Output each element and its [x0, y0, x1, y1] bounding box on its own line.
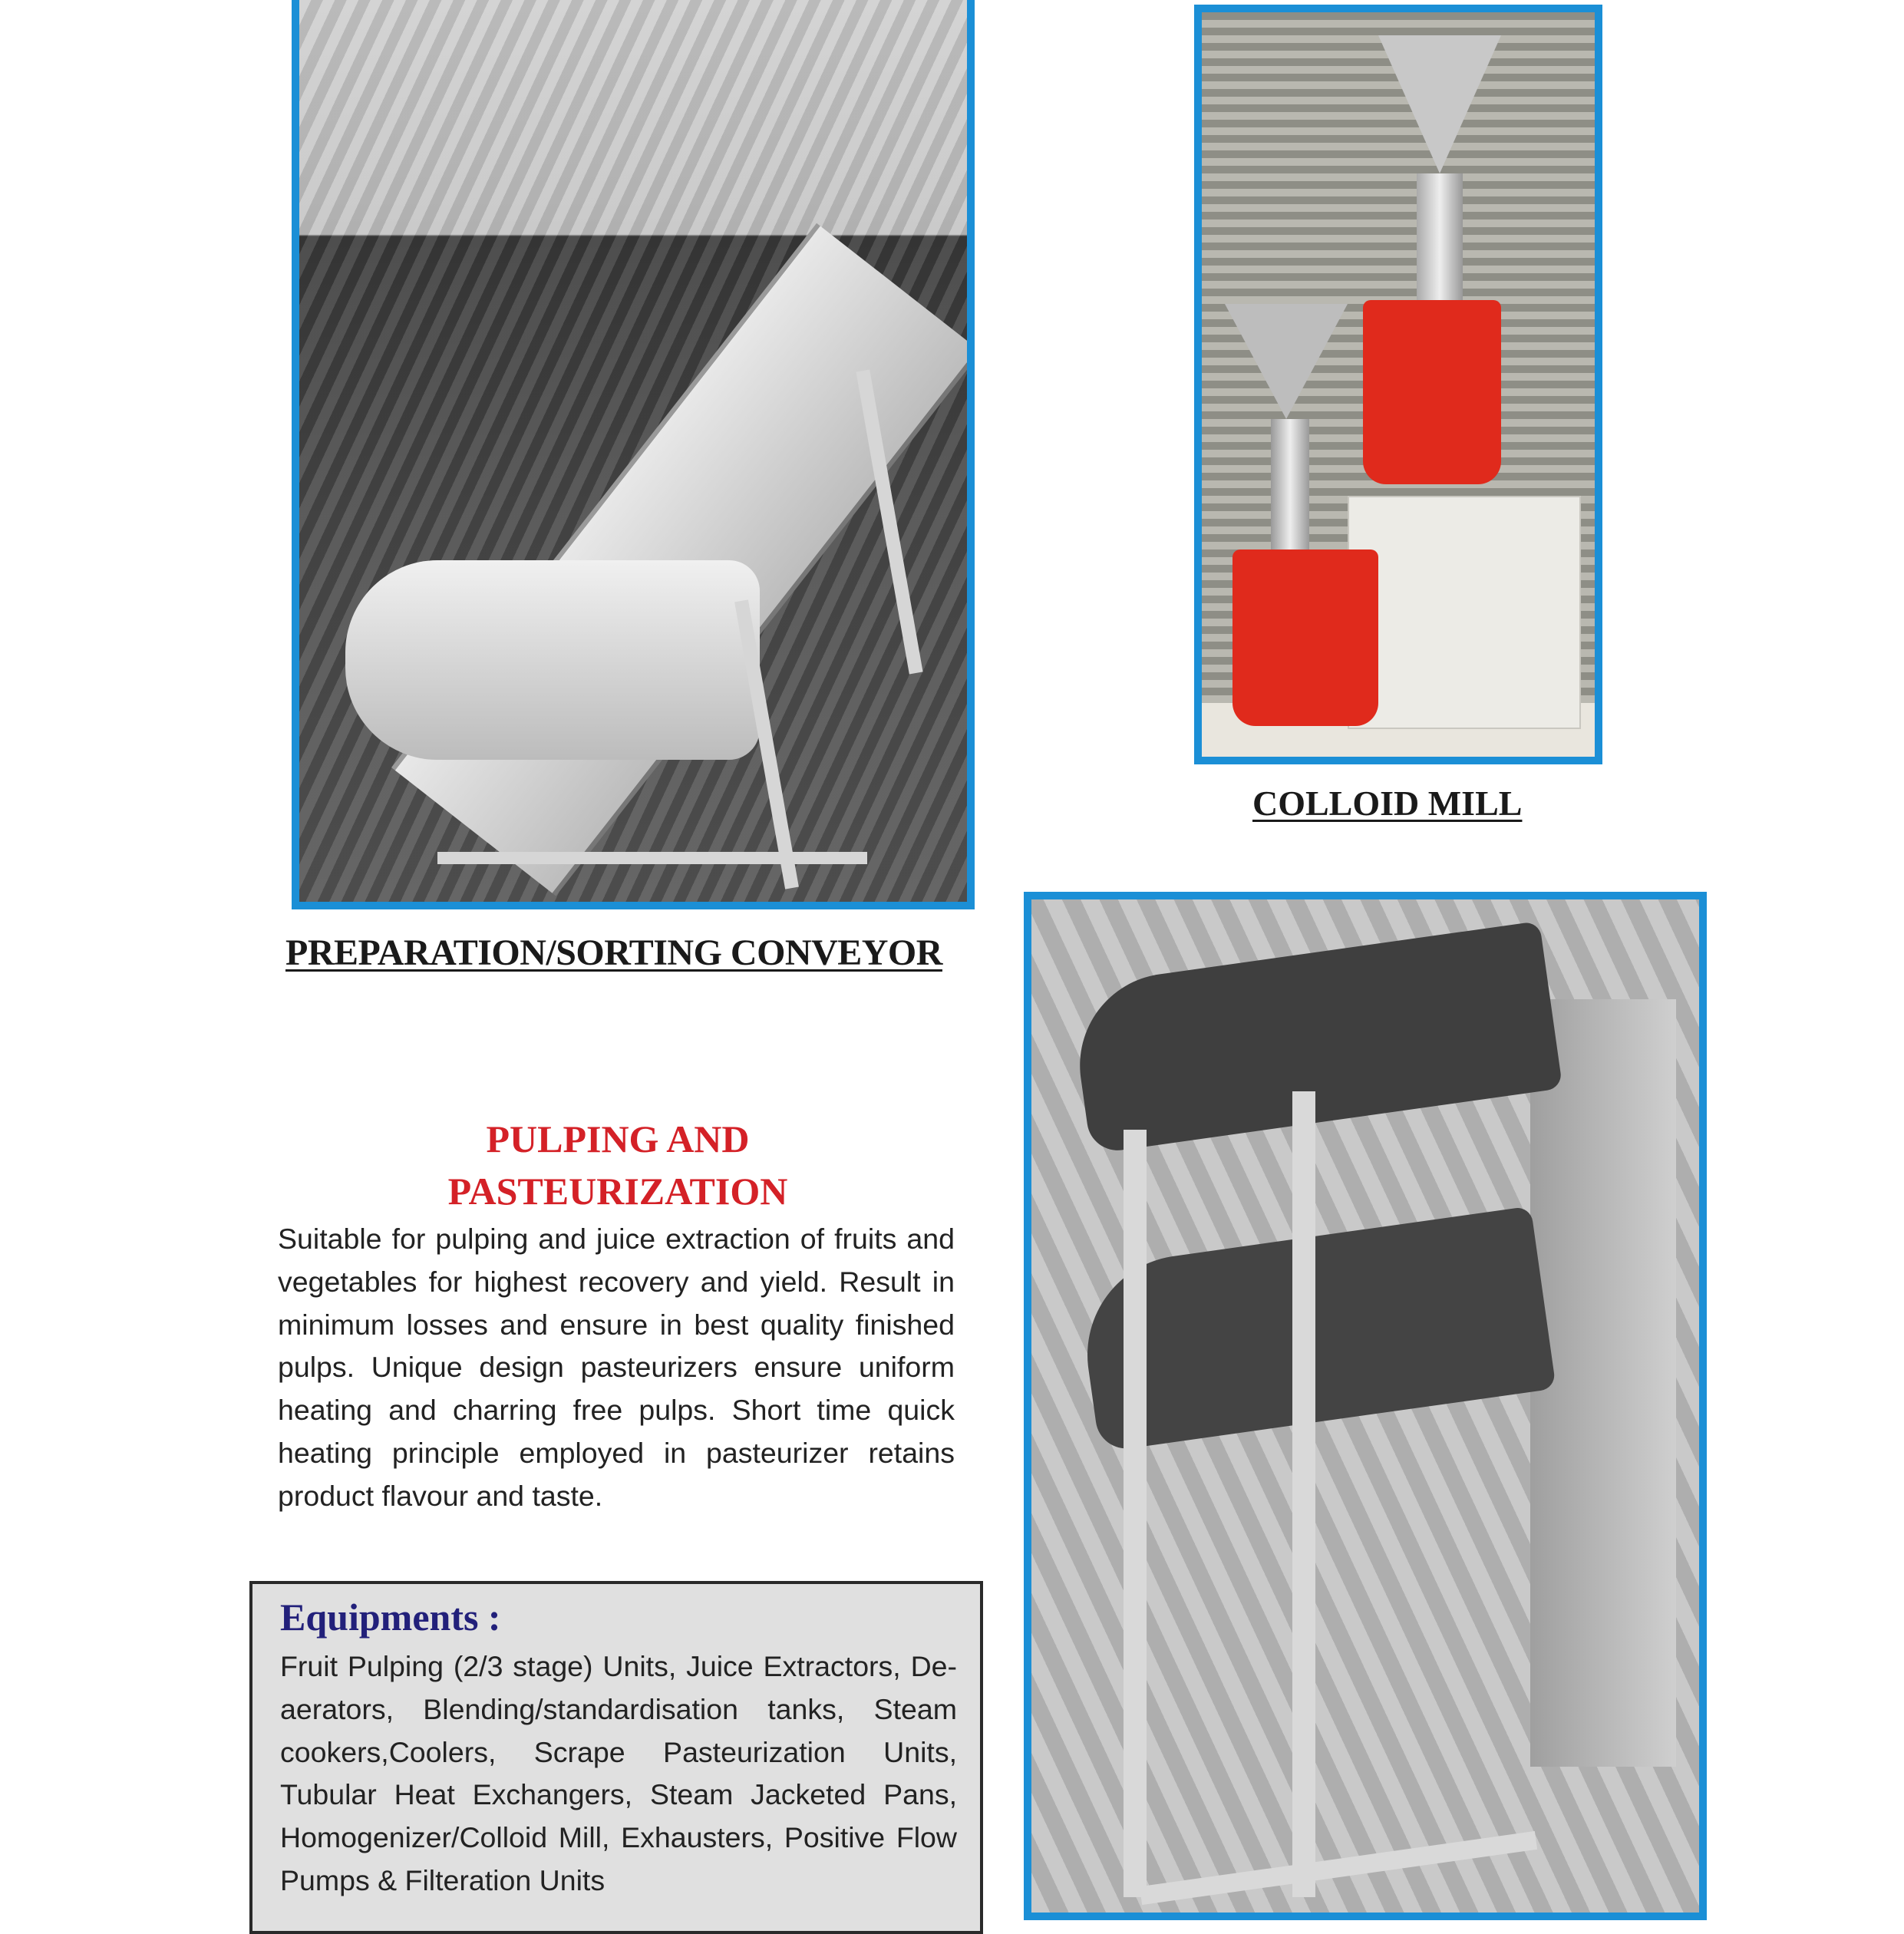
- conveyor-caption: PREPARATION/SORTING CONVEYOR: [285, 932, 942, 973]
- colloid-mill-caption: COLLOID MILL: [1252, 784, 1523, 823]
- pulper-drum-lower: [1074, 1206, 1556, 1452]
- mill-motor-small: [1232, 550, 1378, 726]
- heading-line-2: PASTEURIZATION: [447, 1170, 788, 1213]
- equipments-list: Fruit Pulping (2/3 stage) Units, Juice Extractors, De-aerators, Blending/standardisation tanks, Steam cookers,Coolers, Scrape Pasteurization Units, Tubular Heat Exchangers, Steam Jacketed Pans, Homogenizer/Colloid Mill, Exhausters, Positive Flow Pumps & Filteration Units: [280, 1650, 957, 1896]
- pulper-photo: [1024, 892, 1707, 1920]
- mill-neck-large: [1417, 173, 1463, 304]
- section-heading: [276, 1113, 959, 1217]
- pulper-frame-leg: [1292, 1091, 1315, 1897]
- pulper-base-bar: [1140, 1831, 1537, 1905]
- colloid-mill-image: [1202, 12, 1595, 757]
- section-description: Suitable for pulping and juice extraction of fruits and vegetables for highest recovery and yield. Result in minimum losses and ensure in best quality finished pulps. Unique design pasteurizers ensure uniform heating and charring free pulps. Short time quick heating principle employed in pasteurizer retains product flavour and taste.: [278, 1223, 955, 1512]
- mill-hopper-large: [1378, 35, 1501, 173]
- mill-hopper-small: [1225, 304, 1348, 419]
- conveyor-roller: [345, 560, 760, 760]
- pulper-drum-upper: [1068, 921, 1563, 1154]
- pulper-frame-leg: [1124, 1130, 1147, 1897]
- mill-motor-large: [1363, 300, 1501, 484]
- heading-line-1: PULPING AND: [486, 1117, 750, 1160]
- pulper-image: [1031, 899, 1699, 1913]
- equipments-box: [249, 1581, 983, 1934]
- conveyor-photo: [292, 0, 975, 909]
- mill-neck-small: [1271, 419, 1309, 550]
- colloid-mill-photo: [1194, 5, 1602, 764]
- mill-cabinet: [1348, 496, 1581, 729]
- conveyor-image: [299, 0, 967, 902]
- equipments-title: Equipments :: [280, 1596, 501, 1639]
- conveyor-base-bar: [437, 852, 867, 864]
